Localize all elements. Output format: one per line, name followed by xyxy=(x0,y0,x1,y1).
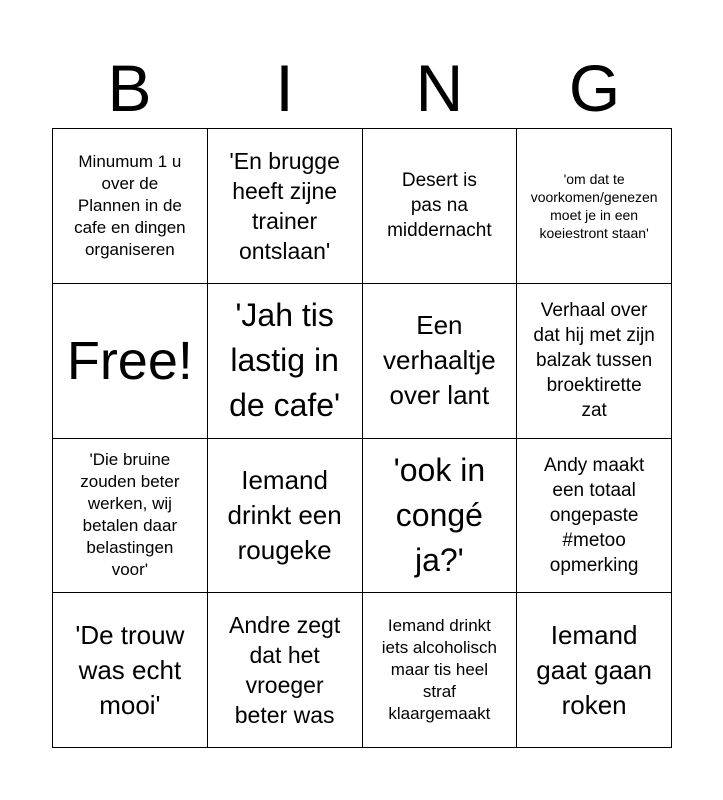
bingo-cell-r3c3[interactable] xyxy=(363,439,518,594)
bingo-cell-r3c2[interactable] xyxy=(208,439,363,594)
bingo-cell-r2c3[interactable] xyxy=(363,284,518,439)
bingo-cell-free[interactable] xyxy=(53,284,208,439)
cell-text: 'om dat te voorkomen/genezen moet je in een koeiestront staan' xyxy=(530,170,658,241)
header-letter-n: N xyxy=(415,51,464,125)
cell-text: Verhaal over dat hij met zijn balzak tussen broektirette zat xyxy=(533,300,655,422)
header-letter-b: B xyxy=(107,51,152,125)
cell-text: 'ook in congé ja?' xyxy=(393,451,486,578)
bingo-cell-r1c1[interactable] xyxy=(53,129,208,284)
cell-text: Andy maakt een totaal ongepaste #metoo opmerking xyxy=(543,454,645,576)
bingo-cell-r4c1[interactable] xyxy=(53,593,208,748)
cell-text: Andre zegt dat het vroeger beter was xyxy=(229,612,341,729)
cell-text: Minumum 1 u over de Plannen in de cafe en dingen organiseren xyxy=(74,151,186,259)
bingo-cell-r4c3[interactable] xyxy=(363,593,518,748)
cell-text: Iemand gaat gaan roken xyxy=(536,619,652,720)
cell-text: Desert is pas na middernacht xyxy=(387,170,492,242)
bingo-cell-r3c4[interactable] xyxy=(517,439,672,594)
header-letter-g: G xyxy=(568,51,621,125)
bingo-cell-r2c2[interactable] xyxy=(208,284,363,439)
header-letter-i: I xyxy=(275,51,294,125)
bingo-cell-r1c2[interactable] xyxy=(208,129,363,284)
cell-text: 'De trouw was echt mooi' xyxy=(75,619,185,720)
cell-text: Iemand drinkt iets alcoholisch maar tis heel straf klaargemaakt xyxy=(381,616,498,724)
bingo-cell-r1c4[interactable] xyxy=(517,129,672,284)
bingo-cell-r1c3[interactable] xyxy=(363,129,518,284)
bingo-cell-r2c4[interactable] xyxy=(517,284,672,439)
cell-text: Een verhaaltje over lant xyxy=(383,310,496,411)
bingo-board xyxy=(52,128,672,748)
bingo-cell-r3c1[interactable] xyxy=(53,439,208,594)
bingo-cell-r4c4[interactable] xyxy=(517,593,672,748)
cell-text: 'En brugge heeft zijne trainer ontslaan' xyxy=(229,147,340,264)
cell-text: Iemand drinkt een rougeke xyxy=(227,464,342,565)
cell-text: 'Jah tis lastig in de cafe' xyxy=(229,297,341,424)
cell-text: 'Die bruine zouden beter werken, wij betalen daar belastingen voor' xyxy=(80,450,180,580)
bingo-cell-r4c2[interactable] xyxy=(208,593,363,748)
bingo-header xyxy=(52,48,672,128)
free-space-text: Free! xyxy=(66,330,193,391)
